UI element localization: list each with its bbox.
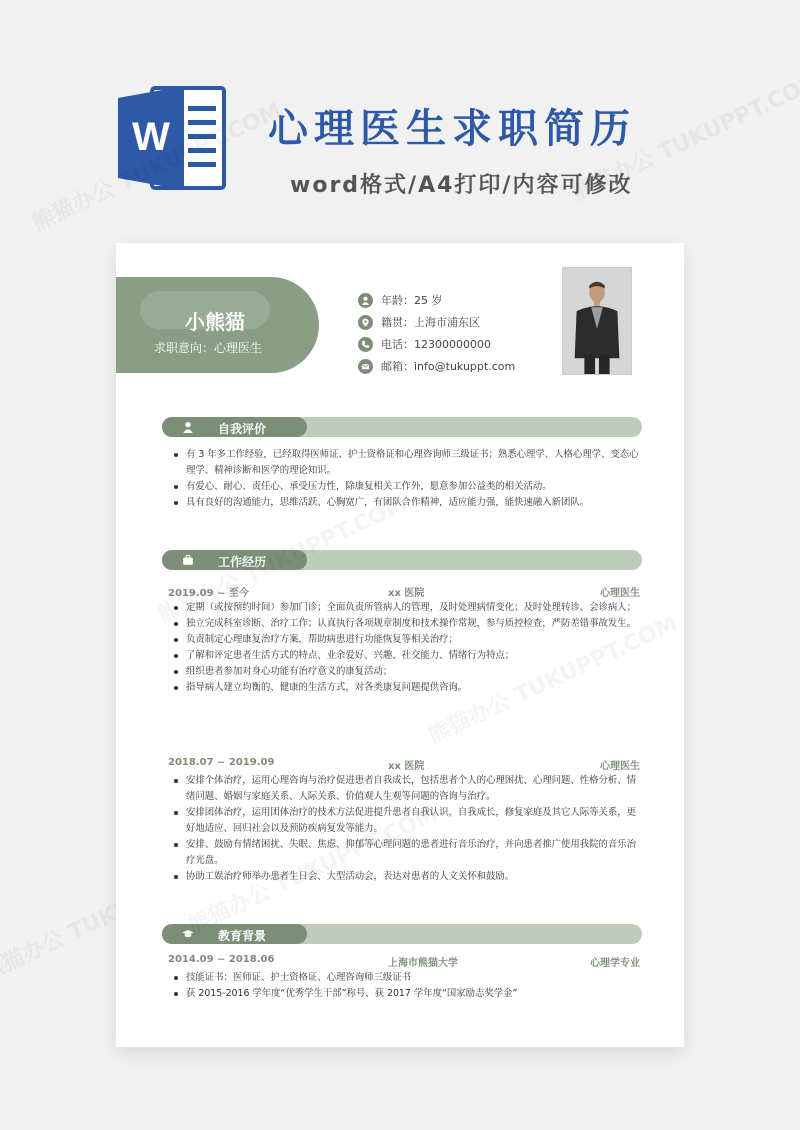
list-item: 有爱心、耐心、责任心、承受压力性，除康复相关工作外，愿意参加公益类的相关活动。 [172,479,640,495]
list-item: 技能证书：医师证、护士资格证、心理咨询师三级证书 [172,970,640,986]
list-item: 了解和评定患者生活方式的特点、业余爱好、兴趣、社交能力、情绪行为特点； [172,648,640,664]
resume-paper [116,243,684,1047]
job-intent: 求职意向：心理医生 [154,341,263,355]
job-duties-list [172,773,640,885]
info-email [358,355,515,377]
job-org: xx 医院 [388,761,425,772]
job-role: 心理医生 [600,588,640,599]
info-age-text: 年龄：25 岁 [381,294,443,307]
info-hometown [358,311,515,333]
list-item: 安排团体治疗，运用团体治疗的技术方法促进提升患者自我认识，自我成长，修复家庭及其它人际等关系，更好地适应、回归社会以及预防疾病复发等能力。 [172,805,640,837]
education-major: 心理学专业 [590,958,640,969]
briefcase-icon [182,554,194,566]
graduation-cap-icon [182,928,194,940]
list-item: 组织患者参加对身心功能有治疗意义的康复活动； [172,664,640,680]
section-header-education [162,924,642,944]
job-header [168,584,640,598]
list-item: 指导病人建立均衡的、健康的生活方式，对各类康复问题提供咨询。 [172,680,640,696]
section-title: 自我评价 [218,422,267,436]
candidate-name: 小熊猫 [185,310,245,334]
job-role: 心理医生 [600,761,640,772]
location-icon [358,315,373,330]
profile-photo [562,267,632,375]
job-date: 2018.07 ~ 2019.09 [168,757,275,768]
education-date: 2014.09 ~ 2018.06 [168,954,275,965]
list-item: 有 3 年多工作经验，已经取得医师证、护士资格证和心理咨询师三级证书；熟悉心理学、人格心理学、变态心理学、精神诊断和医学的理论知识。 [172,447,640,479]
name-band [116,277,319,373]
self-eval-list [172,447,640,511]
banner-subtitle: word格式/A4打印/内容可修改 [290,173,633,198]
section-title: 工作经历 [218,555,267,569]
section-title: 教育背景 [218,929,267,943]
info-phone [358,333,515,355]
info-hometown-text: 籍贯：上海市浦东区 [381,316,480,329]
job-header [168,757,640,771]
section-header-self-eval [162,417,642,437]
section-header-work [162,550,642,570]
job-org: xx 医院 [388,588,425,599]
list-item: 协助工娱治疗师举办患者生日会、大型活动会，表达对患者的人文关怀和鼓励。 [172,869,640,885]
word-icon-letter: W [132,115,170,159]
person-icon [358,293,373,308]
list-item: 获 2015-2016 学年度“优秀学生干部”称号、获 2017 学年度“国家励志奖学金” [172,986,640,1002]
person-icon [182,421,194,433]
list-item: 具有良好的沟通能力，思维活跃、心胸宽广，有团队合作精神，适应能力强，能快速融入新团队。 [172,495,640,511]
banner-title: 心理医生求职简历 [268,106,636,152]
job-duties-list [172,600,640,696]
list-item: 安排、鼓励有情绪困扰、失眠、焦虑、抑郁等心理问题的患者进行音乐治疗，并向患者推广使用我院的音乐治疗光盘。 [172,837,640,869]
job-date: 2019.09 ~ 至今 [168,588,249,599]
education-list [172,970,640,1002]
name-pill [140,291,270,334]
info-age [358,289,515,311]
info-email-text: 邮箱：info@tukuppt.com [381,360,516,373]
word-document-icon [118,84,228,192]
info-phone-text: 电话：12300000000 [381,338,491,351]
list-item: 负责制定心理康复治疗方案，帮助病患进行功能恢复等相关治疗； [172,632,640,648]
personal-info [358,289,515,377]
phone-icon [358,337,373,352]
education-school: 上海市熊猫大学 [388,958,458,969]
list-item: 独立完成科室诊断、治疗工作；认真执行各项规章制度和技术操作常规，参与质控检查，严防差错事故发生。 [172,616,640,632]
education-header [168,954,640,968]
list-item: 安排个体治疗，运用心理咨询与治疗促进患者自我成长，包括患者个人的心理困扰、心理问题、性格分析、情绪问题、婚姻与家庭关系、人际关系、价值观人生观等问题的咨询与治疗。 [172,773,640,805]
mail-icon [358,359,373,374]
list-item: 定期（或按预约时间）参加门诊；全面负责所管病人的管理，及时处理病情变化；及时处理转诊、会诊病人； [172,600,640,616]
